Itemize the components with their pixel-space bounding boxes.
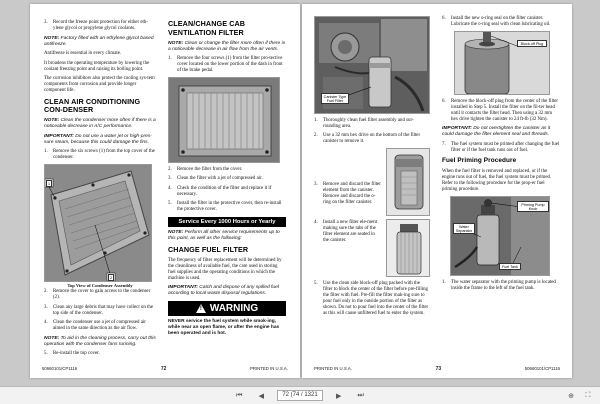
step-text: Remove and discard the filter element from the canister. Remove and discard the o-ring on the filter canister. (323, 182, 381, 205)
step-text: Clean any large debris that may have collect on the top side of the condenser. (53, 304, 153, 316)
paragraph: The frequency of filter replacement will be determined by the cleanliness of available fuel, the care used in storing fuel supplies and the operating conditions in which the machine is used. (168, 257, 282, 281)
step-text: Check the condition of the filter and replace it if necessary. (177, 185, 272, 197)
step-text: The fuel system must be primed after changing the fuel filter or if the fuel tank runs out of fuel. (451, 141, 560, 153)
page-number: 72 (160, 366, 167, 372)
callout-label: Fuel Tank (499, 263, 521, 270)
fullscreen-icon[interactable]: ⛶ (585, 392, 591, 399)
left-page (30, 4, 300, 378)
warning-text: NEVER service the fuel system while smok-ing, while near an open flame, or after the engine has been operated and is hot. (168, 318, 280, 336)
paragraph: It broadens the operating temperature by lowering the coolant freezing point and raising its boiling point. (44, 60, 150, 72)
page-footer (42, 366, 288, 372)
filter-canister-photo (386, 148, 430, 216)
figure-label: 2 (110, 275, 113, 280)
callout-label: Block-off Plug (517, 40, 547, 47)
step-text: Clean the condenser use a jet of compressed air aimed in the same direction as the air flow. (53, 320, 146, 331)
service-interval-banner: Service Every 1000 Hours or Yearly (168, 217, 286, 227)
callout-label: Water Separator (453, 223, 475, 234)
note-text: To aid in the cleaning process, carry out this operation with the condenser fans running. (44, 335, 156, 347)
figure-caption: Top View of Condenser Assembly (67, 283, 133, 288)
left-column-2: CLEAN/CHANGE CAB VENTILATION FILTER NOTE: Clean or change the filter more often if there is a noticeable decrease in air flow from the air vents. 1. Remove the four screws (1) from the filter pro-tective cover located on the lower portion of the dash in front of the brake pedal. 2. Remove the filter from the cover. 3. Clean the filter with a jet of compressed air. 4. Check the condition of the filter and replace it if necessary. 5. Install the filter in the protective cover, then re-install the protective cover. Service Every 1000 Hours or Yearly NOTE: Perform all other service requirements up to this point, as well as the following: CHANGE FUEL FILTER The frequency of filter replacement will be determined by the cleanliness of available fuel, the care used in storing fuel supplies and the operating conditions in which the machine is used. IMPORTANT: Catch and dispose of any spilled fuel according to local waste disposal regulations. ! WARNING NEVER service the fuel system while smok-ing, while near an open flame, or after the engine has been operated and is hot. (168, 19, 286, 336)
step-text: Remove the four screws (1) from the filter pro-tective cover located on the lower portion of the dash in front of the brake pedal. (177, 56, 283, 73)
step-text: Remove the block-off plug from the center of the filter installed in Step 5. Install the filter on the fil-ter head until it contacts the filter head. Then using a 32 mm hex drive tighten the canister to 24 ft-lb (32 Nm). (451, 98, 559, 122)
doc-number: 50660101/CP1116 (524, 366, 560, 371)
next-page-icon[interactable]: ▶ (335, 392, 342, 400)
previous-page-icon[interactable]: ◀ (258, 392, 264, 400)
step-text: Use the clean side block-off plug packed with the filter to block the center of the filter before pre-filling the filter with fuel. Pre-fill the filter mak-ing sure to pour fuel only in the outside portion of the filter as shown. Do not to pour fuel into the center of the filter as this will cause unfiltered fuel to enter the system. (323, 280, 429, 316)
printed-in: PRINTED IN U.S.A. (250, 366, 288, 371)
printed-in: PRINTED IN U.S.A. (314, 366, 352, 371)
condenser-photo (44, 164, 152, 282)
paragraph: The corrosion inhibitors also protect the cooling sys-tem components from corrosion and provide longer component life. (44, 76, 155, 93)
section-heading: CLEAN AIR CONDITIONING CON-DENSER (44, 96, 141, 114)
important-text: Do not overtighten the canister as it could damage the filter element seal and threads. (442, 126, 551, 137)
step-text: Thoroughly clean fuel filter assembly and sur-rounding area. (323, 117, 414, 129)
callout-label: Canister Type Fuel Filter (321, 93, 349, 104)
right-column-2: 6. Install the new o-ring seal on the filter canister. Lubricate the o-ring seal with clean lubricating oil. Block-off Plug 6. Remove the block-off plug from the center of the filter installed in Step 5. Install the filter on the fil-ter head until it contacts the filter head. Then using a 32 mm hex drive tighten the canister to 24 ft-lb (32 Nm). IMPORTANT: Do not overtighten the canister as it could damage the filter element seal and threads. 7. The fuel system must be primed after changing the fuel filter or if the fuel tank runs out of fuel. Fuel Priming Procedure When the fuel filter is removed and replaced, or if the engine runs out of fuel, the fuel system must be primed. Refer to the following procedure for the prop-er fuel priming procedure. Priming Pump Knob Water Separator Fuel Tank 1. The water separator with the priming pump is located inside the frame to the left of the fuel tank. (442, 16, 560, 291)
right-page (302, 4, 572, 378)
important-text: Catch and dispose of any spilled fuel according to local waste disposal regulations. (168, 285, 279, 296)
step-text: Remove the filter from the cover. (177, 166, 243, 172)
step-text: Install a new filter ele-ment making sure the tabs of the filter element are seated in the canister. (323, 220, 378, 243)
paragraph: When the fuel filter is removed and replaced, or if the engine runs out of fuel, the fuel system must be primed. Refer to the following procedure for the prop-er fuel priming procedure. (442, 169, 552, 192)
step-text: Clean the filter with a jet of compressed air. (177, 176, 263, 181)
block-off-plug-photo (454, 31, 550, 95)
right-column-1: Canister Type Fuel Filter 1. Thoroughly clean fuel filter assembly and sur-rounding area. 2. Use a 32 mm hex drive on the bottom of the filter canister to remove it. 3. Remove and discard the filter element from the canister. Remove and discard the o-ring on the filter canister. 4. Install a new filter ele-ment making sure the tabs of the filter element are seated in the canister. 5. Use the clean side block-off plug packed with the filter to block the center of the filter before pre-filling the filter with fuel. Pre-fill the filter mak-ing sure to pour fuel only in the outside portion of the filter as shown. Do not to pour fuel into the center of the filter as this will cause unfiltered fuel to enter the system. (314, 16, 430, 317)
step-text: Record the freeze point protection for either eth-ylene glycol or propylene glycol coolants. (53, 20, 148, 31)
fuel-priming-photo (450, 196, 550, 276)
section-heading: CHANGE FUEL FILTER (168, 244, 249, 254)
warning-title: WARNING (209, 302, 259, 314)
step-text: Install the new o-ring seal on the filter canister. Lubricate the o-ring seal with clean lubricating oil. (451, 16, 551, 27)
important-text: Do not use a water jet or high-pres-sure steam, because this could damage the fins. (44, 133, 152, 145)
step-text: Install the filter in the protective cover, then re-install the protective cover. (177, 201, 282, 212)
page-number-input[interactable]: 72 (74 / 1321 (277, 390, 322, 401)
callout-label: Priming Pump Knob (517, 201, 549, 212)
filter-element-photo (386, 219, 430, 277)
note-text: Perform all other service requirements up to this point, as well as the following: (168, 230, 280, 241)
engine-photo (314, 16, 430, 114)
page-footer (314, 366, 560, 372)
figure-label: 1 (48, 181, 51, 186)
step-text: Remove the cover to gain access to the condenser (2). (53, 289, 151, 300)
left-column-1: 3. Record the freeze point protection for either eth-ylene glycol or propylene glycol coolants. NOTE: Factory filled with an ethylene glycol based antifreeze. Antifreeze is essential in every climate. It broadens the operating temperature by lowering the coolant freezing point and raising its boiling point. The corrosion inhibitors also protect the cooling sys-tem components from corrosion and provide longer component life. CLEAN AIR CONDITIONING CON-DENSER NOTE: Clean the condenser more often if there is a noticeable decrease in A/C performance. IMPORTANT: Do not use a water jet or high-pres-sure steam, because this could damage the fins. 1. Remove the six screws (1) from the top cover of the condenser. 1 2 Top View of Condenser Assembly 2. Remove the cover to gain access to the condenser (2). 3. Clean any large debris that may have collect on the top side of the condenser. 4. Clean the condenser use a jet of compressed air aimed in the same direction as the air flow. NOTE: To aid in the cleaning process, carry out this operation with the condenser fans running. 5. Re-install the top cover. (44, 20, 156, 356)
cab-filter-photo (168, 77, 280, 163)
section-heading: CLEAN/CHANGE CAB VENTILATION FILTER (168, 19, 246, 37)
step-text: The water separator with the priming pump is located inside the frame to the left of the fuel tank. (451, 279, 556, 291)
warning-triangle-icon: ! (196, 304, 206, 313)
zoom-icon[interactable]: ⊕ (568, 393, 574, 400)
step-text: Re-install the top cover. (53, 351, 100, 356)
note-text: Factory filled with an ethylene glycol based antifreeze. (44, 35, 154, 47)
viewer-toolbar (0, 386, 600, 404)
section-heading: Fuel Priming Procedure (442, 157, 517, 164)
step-text: Use a 32 mm hex drive on the bottom of the filter canister to remove it. (323, 133, 421, 144)
step-text: Remove the six screws (1) from the top cover of the condenser. (53, 149, 155, 160)
warning-box (168, 301, 286, 316)
note-text: Clean or change the filter more often if there is a noticeable decrease in air flow from the air vents. (168, 40, 286, 52)
paragraph: Antifreeze is essential in every climate. (44, 51, 122, 56)
last-page-icon[interactable]: ⏭ (357, 391, 364, 399)
first-page-icon[interactable]: ⏮ (236, 391, 243, 399)
page-number: 73 (435, 366, 442, 372)
note-text: Clean the condenser more often if there is a noticeable decrease in A/C performance. (44, 118, 156, 129)
doc-number: 50660101/CP1116 (42, 366, 78, 371)
